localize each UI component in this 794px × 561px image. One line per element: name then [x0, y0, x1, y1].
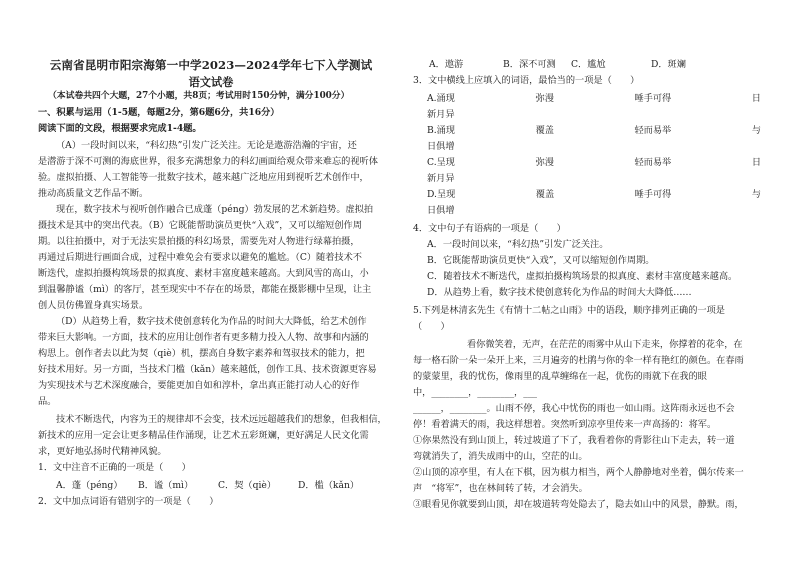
q3-word: B.涌现	[427, 125, 456, 136]
excerpt-line: ______，________。山雨不停，我心中忧伤的雨也一如山雨。这阵雨永远也不会	[413, 403, 735, 414]
passage-line: 现在，数字技术与视听创作融合已成蓬（péng）勃发展的艺术新趋势。虚拟拍	[56, 204, 374, 215]
passage-line: （D）从趋势上看，数字技术使创意转化为作品的时间大大降低，给艺术创作	[56, 316, 367, 327]
q3-word: 覆盖	[535, 125, 554, 136]
passage-line: 带来巨大影响。一方面，技术的应用让创作者有更多精力投入人物、故事和内涵的	[38, 332, 369, 343]
excerpt-line: 停！看着满天的雨，我这样想着。突然听到凉亭里传来一声高扬的：将军。	[413, 419, 717, 430]
q3-word: 弥漫	[535, 157, 554, 168]
question-4: 4．文中句子有语病的一项是（ ）	[413, 223, 566, 234]
q3-word: 唾手可得	[634, 189, 672, 200]
q2-option-b[interactable]: B．深不可测	[503, 59, 556, 70]
q3-option-a[interactable]	[427, 92, 761, 106]
q2-option-c[interactable]: C．尴尬	[571, 59, 606, 70]
passage-line: （A）一段时间以来，“科幻热”引发广泛关注。无论是遨游浩瀚的宇宙，还	[56, 140, 357, 151]
q3-word-continued: 新月异	[427, 109, 455, 120]
sentence-1-cont: 弯就消失了，消失成雨中的山，空茫的山。	[413, 451, 588, 462]
exam-note: （本试卷共四个大题，27个小题，共8页；考试用时150分钟，满分100分）	[48, 91, 350, 101]
passage-line: 好技术用好。另一方面，当技术门槛（kǎn）越来越低，创作工具、技术资源更容易	[38, 364, 377, 375]
q3-option-b[interactable]	[427, 124, 761, 138]
q1-option-d[interactable]: D．槛（kǎn）	[298, 480, 360, 491]
passage-line: 是潜游于深不可测的海底世界，很多充满想象力的科幻画面给观众带来难忘的视听体	[38, 156, 378, 167]
section-heading: 一、积累与运用（1-5题，每题2分，第6题6分，共16分）	[38, 107, 280, 118]
passage-line: 验。虚拟拍摄、人工智能等一批数字技术，越来越广泛地应用到视听艺术创作中，	[38, 172, 369, 183]
q3-word: D.呈现	[427, 189, 456, 200]
q3-word: C.呈现	[427, 157, 455, 168]
sentence-2-cont: 声 “将军”，也在林间转了转，才会消失。	[413, 483, 588, 494]
passage-line: 再通过后期进行画面合成，过程中难免会有要求以避免的尴尬。（C）随着技术不	[38, 252, 362, 263]
excerpt-line: 每一格石阶一朵一朵开上来，三月遍旁的杜鹃与你的伞一样有艳红的颜色。在春雨	[413, 355, 744, 366]
q3-option-c[interactable]	[427, 156, 761, 170]
passage-line: 到温馨静谧（mì）的客厅，甚至现实中不存在的场景，都能在摄影棚中呈现，让主	[38, 284, 372, 295]
q2-option-d[interactable]: D．斑斓	[651, 59, 686, 70]
q3-option-d[interactable]	[427, 188, 761, 202]
q3-word: A.涌现	[427, 93, 455, 104]
question-5: 5.下列是林清玄先生《有情十二帖之山雨》中的语段，顺序排列正确的一项是	[413, 305, 725, 316]
q3-word: 弥漫	[535, 93, 554, 104]
q3-word: 唾手可得	[634, 93, 672, 104]
q4-option-d[interactable]: D．从趋势上看，数字技术使创意转化为作品的时间大大降低……	[427, 287, 692, 298]
q3-word: 与	[751, 189, 761, 200]
q4-option-a[interactable]: A．一段时间以来，“科幻热”引发广泛关注。	[427, 239, 609, 250]
passage-line: 推动高质量文艺作品不断。	[38, 188, 149, 199]
excerpt-line: 看你微笑着，无声，在茫茫的雨雾中从山下走来，你撑着的花伞，在	[467, 339, 743, 350]
passage-line: 求，更好地弘扬时代精神风貌。	[38, 446, 167, 457]
q4-option-b[interactable]: B．它既能帮助演员更快“入戏”，又可以缩短创作周期。	[427, 255, 655, 266]
passage-line: 品。	[38, 396, 57, 407]
question-2: 2．文中加点词语有错别字的一项是（ ）	[38, 496, 219, 507]
q1-option-c[interactable]: C．契（qiè）	[218, 480, 277, 491]
passage-line: 新技术的应用一定会让更多精品佳作涌现，让艺术五彩斑斓，更好满足人民文化需	[38, 430, 369, 441]
q3-word: 覆盖	[535, 189, 555, 200]
excerpt-blanks: 中，________，________，___	[413, 387, 538, 398]
q1-option-b[interactable]: B．谧（mì）	[138, 480, 194, 491]
sentence-2: ②山顶的凉亭里，有人在下棋，因为棋力相当，两个人静静地对坐着，偶尔传来一	[413, 467, 744, 478]
sentence-3: ③眼看见你就要到山顶，却在坡道转弯处隐去了，隐去如山中的风景，静默。雨，	[413, 499, 744, 510]
exam-subtitle: 语文试卷	[188, 75, 234, 89]
passage-line: 断迭代，虚拟拍摄构筑场景的拟真度、素材丰富度越来越高。大到风雪的高山，小	[38, 268, 369, 279]
q3-word: 日	[751, 157, 761, 168]
excerpt-line: 的蒙蒙里，我的忧伤，像雨里的乱草缠绵在一起，优伤的雨就下在我的眼	[413, 371, 707, 382]
passage-line: 构思上。创作者去以此为契（qiè）机，摆高自身数字素养和驾驭技术的能力，把	[38, 348, 365, 359]
q3-word-continued: 日俱增	[427, 141, 455, 152]
passage-line: 期。以往拍摄中，对于无法实景拍摄的科幻场景，需要先对人物进行绿幕拍摄，	[38, 236, 360, 247]
q3-word: 轻而易举	[634, 125, 672, 136]
q3-word-continued: 新月异	[427, 173, 455, 184]
passage-line: 创人员仿佛置身真实场景。	[38, 300, 149, 311]
q3-word: 日	[751, 93, 761, 104]
reading-instruction: 阅读下面的文段，根据要求完成1-4题。	[38, 123, 202, 134]
passage-line: 摄技术是其中的突出代表。（B）它既能帮助演员更快“入戏”，又可以缩短创作周	[38, 220, 362, 231]
q4-option-c[interactable]: C．随着技术不断迭代，虚拟拍摄构筑场景的拟真度、素材丰富度越来越高。	[427, 271, 738, 282]
question-1: 1．文中注音不正确的一项是（ ）	[38, 462, 191, 473]
q1-option-a[interactable]: A．蓬（péng）	[56, 480, 123, 491]
q3-word: 轻而易举	[634, 157, 672, 168]
passage-line: 技术不断迭代，内容为王的规律却不会变，技术远远超越我们的想象，但我相信，	[56, 414, 387, 425]
q3-word: 与	[751, 125, 761, 136]
passage-line: 为实现技术与艺术深度融合，要能更加自如和淳朴，拿出真正能打动人心的好作	[38, 380, 360, 391]
question-3: 3．文中横线上应填入的词语，最恰当的一项是（ ）	[413, 75, 640, 86]
sentence-1: ①你果然没有到山顶上，转过坡道了下了，我看着你的背影往山下走去，转一道	[413, 435, 735, 446]
q3-word-continued: 日俱增	[427, 205, 455, 216]
q2-option-a[interactable]: A．遨游	[429, 59, 464, 70]
exam-title: 云南省昆明市阳宗海第一中学2023—2024学年七下入学测试	[49, 58, 373, 72]
answer-bracket: （ ）	[413, 321, 450, 332]
